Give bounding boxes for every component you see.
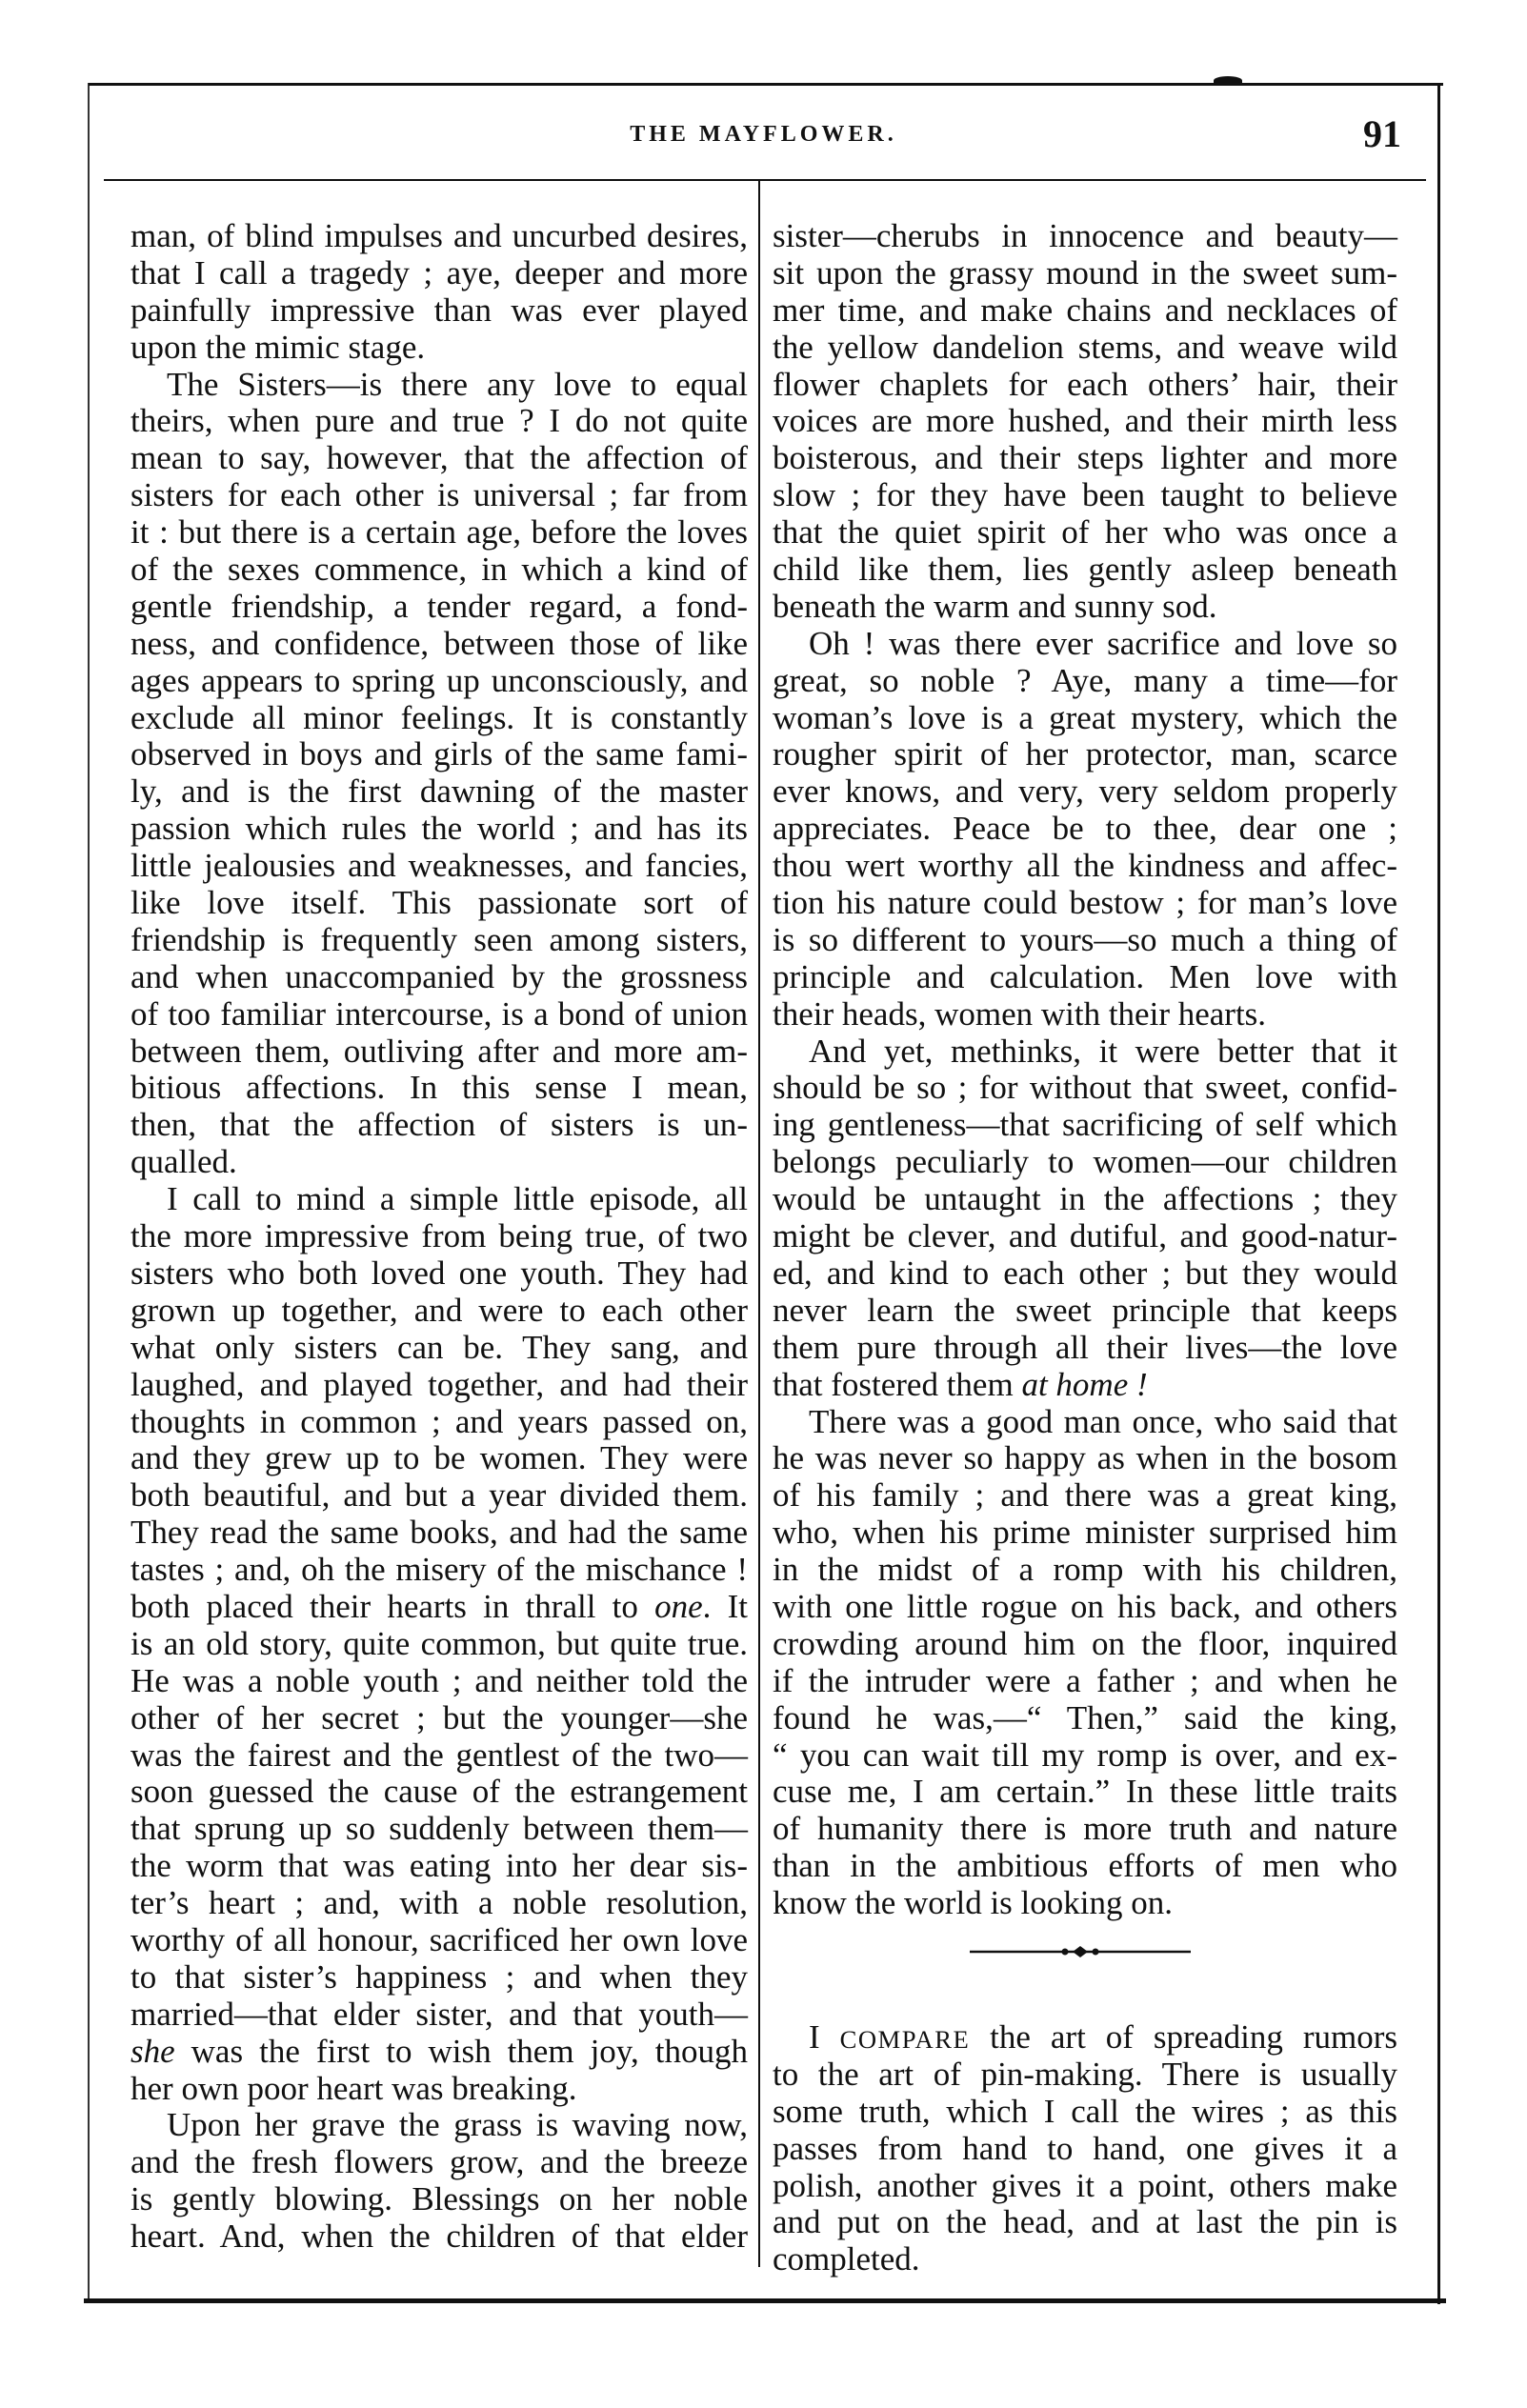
text-line <box>131 2034 748 2071</box>
text-line: to that sister’s happiness ; and when they <box>131 1957 749 1996</box>
text-line: is an old story, quite common, but quite true. <box>131 1624 748 1662</box>
italic-text: at home ! <box>1021 1365 1148 1403</box>
text-line: observed in boys and girls of the same fami- <box>131 735 748 773</box>
text-line: other of her secret ; but the younger—she <box>131 1698 748 1736</box>
right-column <box>773 218 1397 1922</box>
text-line: little jealousies and weaknesses, and fancies, <box>131 847 748 885</box>
text-line: Upon her grave the grass is waving now, <box>167 2106 748 2144</box>
text-run: that fostered them <box>773 1365 1022 1403</box>
text-line: them pure through all their lives—the love <box>773 1328 1397 1366</box>
text-line: mer time, and make chains and necklaces of <box>773 291 1397 329</box>
text-line: who, when his prime minister surprised him <box>773 1514 1397 1552</box>
text-line: ter’s heart ; and, with a noble resolution, <box>131 1884 748 1922</box>
text-line: There was a good man once, who said that <box>809 1402 1397 1440</box>
text-line: sister—cherubs in innocence and beauty— <box>773 217 1397 254</box>
text-line: the more impressive from being true, of two <box>131 1217 748 1255</box>
text-line: then, that the affection of sisters is un- <box>131 1106 748 1144</box>
text-line: tastes ; and, oh the misery of the mischance ! <box>131 1551 749 1589</box>
text-line: rougher spirit of her protector, man, scarce <box>773 735 1397 773</box>
text-line: laughed, and played together, and had their <box>131 1365 748 1403</box>
text-line: crowding around him on the floor, inquired <box>773 1624 1397 1662</box>
text-line: slow ; for they have been taught to believe <box>773 476 1397 514</box>
text-line: the yellow dandelion stems, and weave wild <box>773 328 1397 366</box>
text-run: was the first to wish them joy, though <box>174 2032 748 2070</box>
text-line: in the midst of a romp with his children, <box>773 1551 1397 1589</box>
text-line: ed, and kind to each other ; but they would <box>773 1254 1397 1292</box>
text-line: cuse me, I am certain.” In these little traits <box>773 1773 1397 1811</box>
text-line: of his family ; and there was a great king, <box>773 1476 1397 1515</box>
text-line: grown up together, and were to each other <box>131 1291 748 1329</box>
text-line: sisters who both loved one youth. They had <box>131 1254 748 1292</box>
italic-text: one <box>654 1587 703 1625</box>
text-line: never learn the sweet principle that keeps <box>773 1291 1397 1329</box>
text-line: friendship is frequently seen among sisters, <box>131 920 748 958</box>
text-line: ly, and is the first dawning of the master <box>131 773 748 811</box>
text-line: great, so noble ? Aye, many a time—for <box>773 661 1397 699</box>
text-line: child like them, lies gently asleep beneath <box>773 551 1397 589</box>
text-line: man, of blind impulses and uncurbed desires, <box>131 217 748 254</box>
header-rule <box>104 179 1426 181</box>
text-line: mean to say, however, that the affection of <box>131 439 748 477</box>
text-line: than in the ambitious efforts of men who <box>773 1847 1397 1885</box>
text-line: like love itself. This passionate sort of <box>131 884 748 922</box>
text-line: the worm that was eating into her dear sis- <box>131 1847 748 1885</box>
text-line: They read the same books, and had the same <box>131 1514 748 1552</box>
text-line: polish, another gives it a point, others make <box>773 2166 1398 2204</box>
text-line: flower chaplets for each others’ hair, their <box>773 365 1397 403</box>
text-line: I call to mind a simple little episode, all <box>167 1180 748 1218</box>
text-line: is gently blowing. Blessings on her noble <box>131 2180 748 2218</box>
text-run: both placed their hearts in thrall to <box>131 1587 655 1625</box>
text-line: belongs peculiarly to women—our children <box>773 1143 1397 1181</box>
left-column <box>131 218 748 2256</box>
text-line: sit upon the grassy mound in the sweet sum- <box>773 253 1397 291</box>
text-line: with one little rogue on his back, and others <box>773 1587 1397 1625</box>
text-line: worthy of all honour, sacrificed her own love <box>131 1920 748 1958</box>
text-line: upon the mimic stage. <box>131 328 426 366</box>
text-line: thou wert worthy all the kindness and affec- <box>773 847 1397 885</box>
text-line: some truth, which I call the wires ; as this <box>773 2092 1397 2130</box>
page-number: 91 <box>1363 112 1401 155</box>
text-line: that I call a tragedy ; aye, deeper and more <box>131 253 749 291</box>
text-line: married—that elder sister, and that youth— <box>131 1995 748 2033</box>
text-line: completed. <box>773 2240 920 2278</box>
text-line: theirs, when pure and true ? I do not quite <box>131 402 748 440</box>
text-line: of too familiar intercourse, is a bond of union <box>131 994 748 1033</box>
text-line: would be untaught in the affections ; they <box>773 1180 1397 1218</box>
text-line: is so different to yours—so much a thing of <box>773 920 1397 958</box>
text-line: Oh ! was there ever sacrifice and love so <box>809 624 1397 662</box>
text-line: thoughts in common ; and years passed on, <box>131 1402 748 1440</box>
text-line: if the intruder were a father ; and when he <box>773 1661 1397 1699</box>
text-line: of the sexes commence, in which a kind of <box>131 551 748 589</box>
text-line: know the world is looking on. <box>773 1884 1173 1922</box>
text-line: and they grew up to be women. They were <box>131 1439 748 1477</box>
text-line: painfully impressive than was ever played <box>131 291 748 329</box>
text-line: might be clever, and dutiful, and good-natur- <box>773 1217 1397 1255</box>
text-line: he was never so happy as when in the bosom <box>773 1439 1397 1477</box>
text-line: their heads, women with their hearts. <box>773 994 1267 1033</box>
text-line <box>773 2019 1397 2057</box>
text-line: it : but there is a certain age, before the loves <box>131 513 748 552</box>
text-line: heart. And, when the children of that elder <box>131 2217 748 2256</box>
bottom-rule <box>84 2298 1446 2303</box>
column-divider <box>758 181 760 2267</box>
text-line: bitious affections. In this sense I mean, <box>131 1069 748 1107</box>
italic-text: she <box>131 2032 175 2070</box>
text-line: woman’s love is a great mystery, which the <box>773 698 1397 736</box>
filler-paragraph <box>773 2019 1397 2278</box>
ink-blot <box>1214 76 1242 85</box>
text-line: both beautiful, and but a year divided them. <box>131 1476 748 1515</box>
text-line: and put on the head, and at last the pin is <box>773 2203 1398 2241</box>
text-line: And yet, methinks, it were better that it <box>809 1032 1397 1070</box>
text-line: ages appears to spring up unconsciously, and <box>131 661 748 699</box>
text-line: found he was,—“ Then,” said the king, <box>773 1698 1397 1736</box>
left-border <box>88 83 90 2303</box>
text-line: gentle friendship, a tender regard, a fond- <box>131 587 748 625</box>
text-line: to the art of pin-making. There is usually <box>773 2055 1397 2093</box>
text-line: should be so ; for without that sweet, confid- <box>773 1069 1397 1107</box>
text-line: beneath the warm and sunny sod. <box>773 587 1217 625</box>
text-line: that the quiet spirit of her who was once a <box>773 513 1397 552</box>
text-line <box>773 1367 1397 1404</box>
text-line: exclude all minor feelings. It is constantly <box>131 698 748 736</box>
text-line: ness, and confidence, between those of like <box>131 624 748 662</box>
text-line: He was a noble youth ; and neither told the <box>131 1661 748 1699</box>
text-line: qualled. <box>131 1143 237 1181</box>
text-line: her own poor heart was breaking. <box>131 2069 577 2107</box>
text-line: “ you can wait till my romp is over, and ex- <box>773 1736 1397 1774</box>
text-line: passes from hand to hand, one gives it a <box>773 2129 1398 2167</box>
text-line: passion which rules the world ; and has its <box>131 810 748 848</box>
text-line <box>131 1589 748 1626</box>
text-line: between them, outliving after and more am- <box>131 1032 748 1070</box>
text-line: principle and calculation. Men love with <box>773 957 1397 995</box>
text-line: soon guessed the cause of the estrangement <box>131 1773 748 1811</box>
text-run: the art of spreading rumors <box>970 2018 1398 2056</box>
text-line: tion his nature could bestow ; for man’s love <box>773 884 1397 922</box>
text-line: sisters for each other is universal ; far from <box>131 476 748 514</box>
text-line: and the fresh flowers grow, and the breeze <box>131 2143 748 2181</box>
text-line: was the fairest and the gentlest of the two— <box>131 1736 748 1774</box>
text-line: boisterous, and their steps lighter and more <box>773 439 1397 477</box>
text-line: and when unaccompanied by the grossness <box>131 957 748 995</box>
text-line: The Sisters—is there any love to equal <box>167 365 748 403</box>
section-ornament <box>970 1942 1191 1961</box>
right-border <box>1437 83 1440 2304</box>
text-line: that sprung up so suddenly between them— <box>131 1810 748 1848</box>
running-head: THE MAYFLOWER. <box>630 122 897 147</box>
text-run: . It <box>702 1587 748 1625</box>
text-line: appreciates. Peace be to thee, dear one ; <box>773 810 1397 848</box>
small-caps-text: COMPARE <box>839 2025 971 2054</box>
text-line: ever knows, and very, very seldom properly <box>773 773 1397 811</box>
text-run: I <box>809 2018 840 2056</box>
text-line: ing gentleness—that sacrificing of self which <box>773 1106 1397 1144</box>
text-line: what only sisters can be. They sang, and <box>131 1328 748 1366</box>
text-line: of humanity there is more truth and nature <box>773 1810 1397 1848</box>
text-line: voices are more hushed, and their mirth less <box>773 402 1397 440</box>
